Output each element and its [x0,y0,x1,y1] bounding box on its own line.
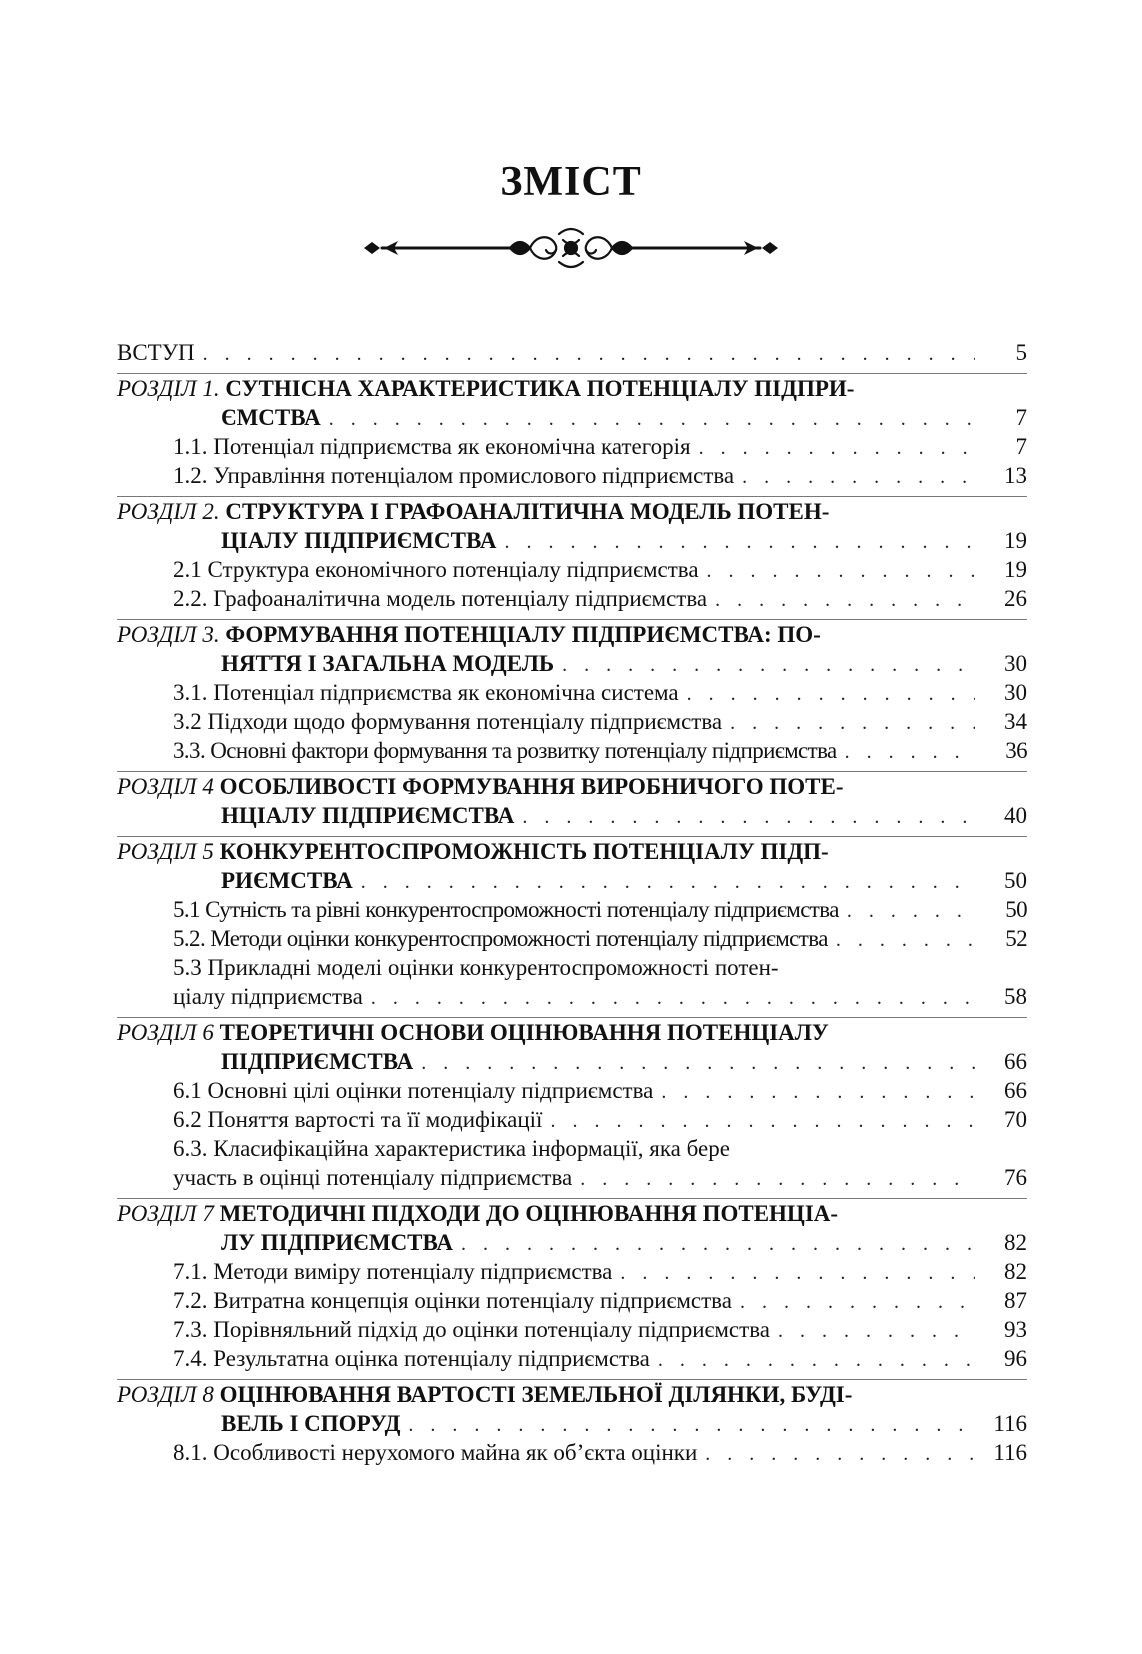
chapter-label: РОЗДІЛ 4 [117,774,214,799]
section-title: ціалу підприємства [173,984,363,1009]
section-title: 6.2 Поняття вартості та її модифікації [173,1107,543,1132]
section-title: 3.1. Потенціал підприємства як економічна система [173,680,679,705]
leader-dots [847,897,975,926]
chapter-label: РОЗДІЛ 7 [117,1201,214,1226]
toc-page-number: 36 [1005,738,1027,763]
leader-dots [730,709,975,738]
toc-section[interactable] [117,555,1027,584]
leader-dots [562,651,975,680]
toc-page-number: 76 [1004,1165,1027,1190]
leader-dots [658,1346,975,1375]
chapter-label: РОЗДІЛ 5 [117,839,214,864]
toc-chapter-1[interactable] [117,373,1027,490]
section-title: 5.2. Методи оцінки конкурентоспроможності потенціалу підприємства [173,926,828,951]
toc-section[interactable] [117,1257,1027,1286]
chapter-title-cont: РИЄМСТВА [221,868,353,893]
leader-dots [203,340,975,369]
toc-chapter-4[interactable] [117,771,1027,830]
toc-chapter-2[interactable] [117,496,1027,613]
leader-dots [408,1411,975,1440]
toc-section[interactable] [117,736,1027,765]
section-title: 2.1 Структура економічного потенціалу підприємства [173,557,699,582]
chapter-title: КОНКУРЕНТОСПРОМОЖНІСТЬ ПОТЕНЦІАЛУ ПІДП- [219,839,829,864]
leader-dots [687,680,975,709]
section-title: 5.1 Сутність та рівні конкурентоспроможності потенціалу підприємства [173,897,839,922]
toc-page-number: 87 [1004,1288,1027,1313]
leader-dots [522,803,975,832]
toc-page-number: 66 [1004,1078,1027,1103]
toc-chapter-3[interactable] [117,619,1027,765]
chapter-title: ТЕОРЕТИЧНІ ОСНОВИ ОЦІНЮВАННЯ ПОТЕНЦІАЛУ [219,1020,829,1045]
chapter-title-cont: ПІДПРИЄМСТВА [221,1049,414,1074]
toc-section[interactable] [117,1105,1027,1134]
leader-dots [836,926,975,955]
chapter-label: РОЗДІЛ 6 [117,1020,214,1045]
leader-dots [329,405,975,434]
leader-dots [845,738,975,767]
chapter-title: ОСОБЛИВОСТІ ФОРМУВАННЯ ВИРОБНИЧОГО ПОТЕ- [219,774,844,799]
chapter-label: РОЗДІЛ 8 [117,1382,214,1407]
chapter-label: РОЗДІЛ 2. [117,499,220,524]
leader-dots [371,984,975,1013]
toc-page-number: 58 [1004,984,1027,1009]
leader-dots [715,586,975,615]
toc-page-number: 52 [1005,926,1027,951]
chapter-title: ФОРМУВАННЯ ПОТЕНЦІАЛУ ПІДПРИЄМСТВА: ПО- [225,622,821,647]
toc-page-number: 40 [1004,803,1027,828]
toc-page-number: 34 [1004,709,1027,734]
toc-section[interactable] [117,1286,1027,1315]
toc-page-number: 19 [1004,528,1027,553]
section-title: 1.1. Потенціал підприємства як економічна категорія [173,434,691,459]
leader-dots [742,463,975,492]
chapter-title-cont: НЯТТЯ І ЗАГАЛЬНА МОДЕЛЬ [221,651,555,676]
section-title: 3.2 Підходи щодо формування потенціалу підприємства [173,709,723,734]
toc-page-number: 70 [1004,1107,1027,1132]
toc-page-number: 93 [1004,1317,1027,1342]
chapter-title: МЕТОДИЧНІ ПІДХОДИ ДО ОЦІНЮВАННЯ ПОТЕНЦІА- [219,1201,839,1226]
toc-page-number: 13 [1004,463,1027,488]
toc-page-number: 82 [1004,1230,1027,1255]
toc-page-number: 96 [1004,1346,1027,1371]
toc-page-number: 50 [1005,897,1027,922]
toc-page-number: 50 [1004,868,1027,893]
toc-chapter-5[interactable] [117,836,1027,1011]
toc-chapter-6[interactable] [117,1017,1027,1192]
chapter-title-cont: ЛУ ПІДПРИЄМСТВА [221,1230,454,1255]
leader-dots [778,1317,975,1346]
toc-page-number: 82 [1004,1259,1027,1284]
chapter-title-cont: НЦІАЛУ ПІДПРИЄМСТВА [221,803,515,828]
toc-section[interactable] [117,895,1027,924]
leader-dots [504,528,975,557]
toc-page-number: 26 [1004,586,1027,611]
toc-page-number: 7 [1015,405,1027,430]
section-title: 7.1. Методи виміру потенціалу підприємства [173,1259,613,1284]
section-title-line1: 5.3 Прикладні моделі оцінки конкурентоспроможності потен- [173,955,779,980]
toc-section[interactable] [117,924,1027,953]
toc-page-number: 116 [993,1440,1027,1465]
chapter-label: РОЗДІЛ 3. [117,622,220,647]
page-title: ЗМІСТ [500,159,642,205]
leader-dots [620,1259,975,1288]
chapter-label: РОЗДІЛ 1. [117,376,220,401]
section-title: 3.3. Основні фактори формування та розвитку потенціалу підприємства [173,738,837,763]
toc-page-number: 116 [993,1411,1027,1436]
toc-page-number: 66 [1004,1049,1027,1074]
section-title: 7.3. Порівняльний підхід до оцінки потенціалу підприємства [173,1317,770,1342]
leader-dots [361,868,975,897]
toc-page-number: 19 [1004,557,1027,582]
chapter-title-cont: ВЕЛЬ І СПОРУД [221,1411,401,1436]
toc-section[interactable] [117,432,1027,461]
toc-chapter-7[interactable] [117,1198,1027,1373]
ornament-divider-icon [360,222,782,274]
section-title: 1.2. Управління потенціалом промислового підприємства [173,463,735,488]
chapter-title: ОЦІНЮВАННЯ ВАРТОСТІ ЗЕМЕЛЬНОЇ ДІЛЯНКИ, БУДІ- [219,1382,853,1407]
leader-dots [707,557,975,586]
toc-section[interactable] [117,1163,1027,1192]
toc-page-number: 30 [1004,651,1027,676]
section-title: участь в оцінці потенціалу підприємства [173,1165,573,1190]
toc-section[interactable] [117,1344,1027,1373]
section-title: 7.2. Витратна концепція оцінки потенціалу підприємства [173,1288,732,1313]
leader-dots [661,1078,975,1107]
leader-dots [461,1230,975,1259]
section-title: 2.2. Графоаналітична модель потенціалу підприємства [173,586,708,611]
section-title: 7.4. Результатна оцінка потенціалу підприємства [173,1346,650,1371]
leader-dots [550,1107,975,1136]
toc-section[interactable] [117,584,1027,613]
section-title: 6.1 Основні цілі оцінки потенціалу підприємства [173,1078,654,1103]
leader-dots [699,434,975,463]
toc-intro-label: ВСТУП [117,340,195,365]
chapter-title: СТРУКТУРА І ГРАФОАНАЛІТИЧНА МОДЕЛЬ ПОТЕН- [225,499,830,524]
toc-section[interactable] [117,461,1027,490]
toc-section[interactable] [117,1315,1027,1344]
toc-section[interactable] [117,982,1027,1011]
section-title: 8.1. Особливості нерухомого майна як об’єкта оцінки [173,1440,698,1465]
toc-chapter-8[interactable] [117,1379,1027,1467]
toc-page-number: 30 [1004,680,1027,705]
chapter-title-cont: ЦІАЛУ ПІДПРИЄМСТВА [221,528,497,553]
toc-section[interactable] [117,1076,1027,1105]
section-title-line1: 6.3. Класифікаційна характеристика інформації, яка бере [173,1136,730,1161]
table-of-contents [117,338,1027,1467]
leader-dots [705,1440,975,1469]
toc-page-number: 5 [1015,340,1027,365]
toc-section[interactable] [117,1438,1027,1467]
toc-section[interactable] [117,707,1027,736]
chapter-title-cont: ЄМСТВА [221,405,321,430]
toc-intro[interactable] [117,338,1027,367]
leader-dots [421,1049,975,1078]
toc-page-number: 7 [1015,434,1027,459]
chapter-title: СУТНІСНА ХАРАКТЕРИСТИКА ПОТЕНЦІАЛУ ПІДПРИ- [225,376,855,401]
toc-section[interactable] [117,678,1027,707]
leader-dots [740,1288,975,1317]
leader-dots [580,1165,975,1194]
